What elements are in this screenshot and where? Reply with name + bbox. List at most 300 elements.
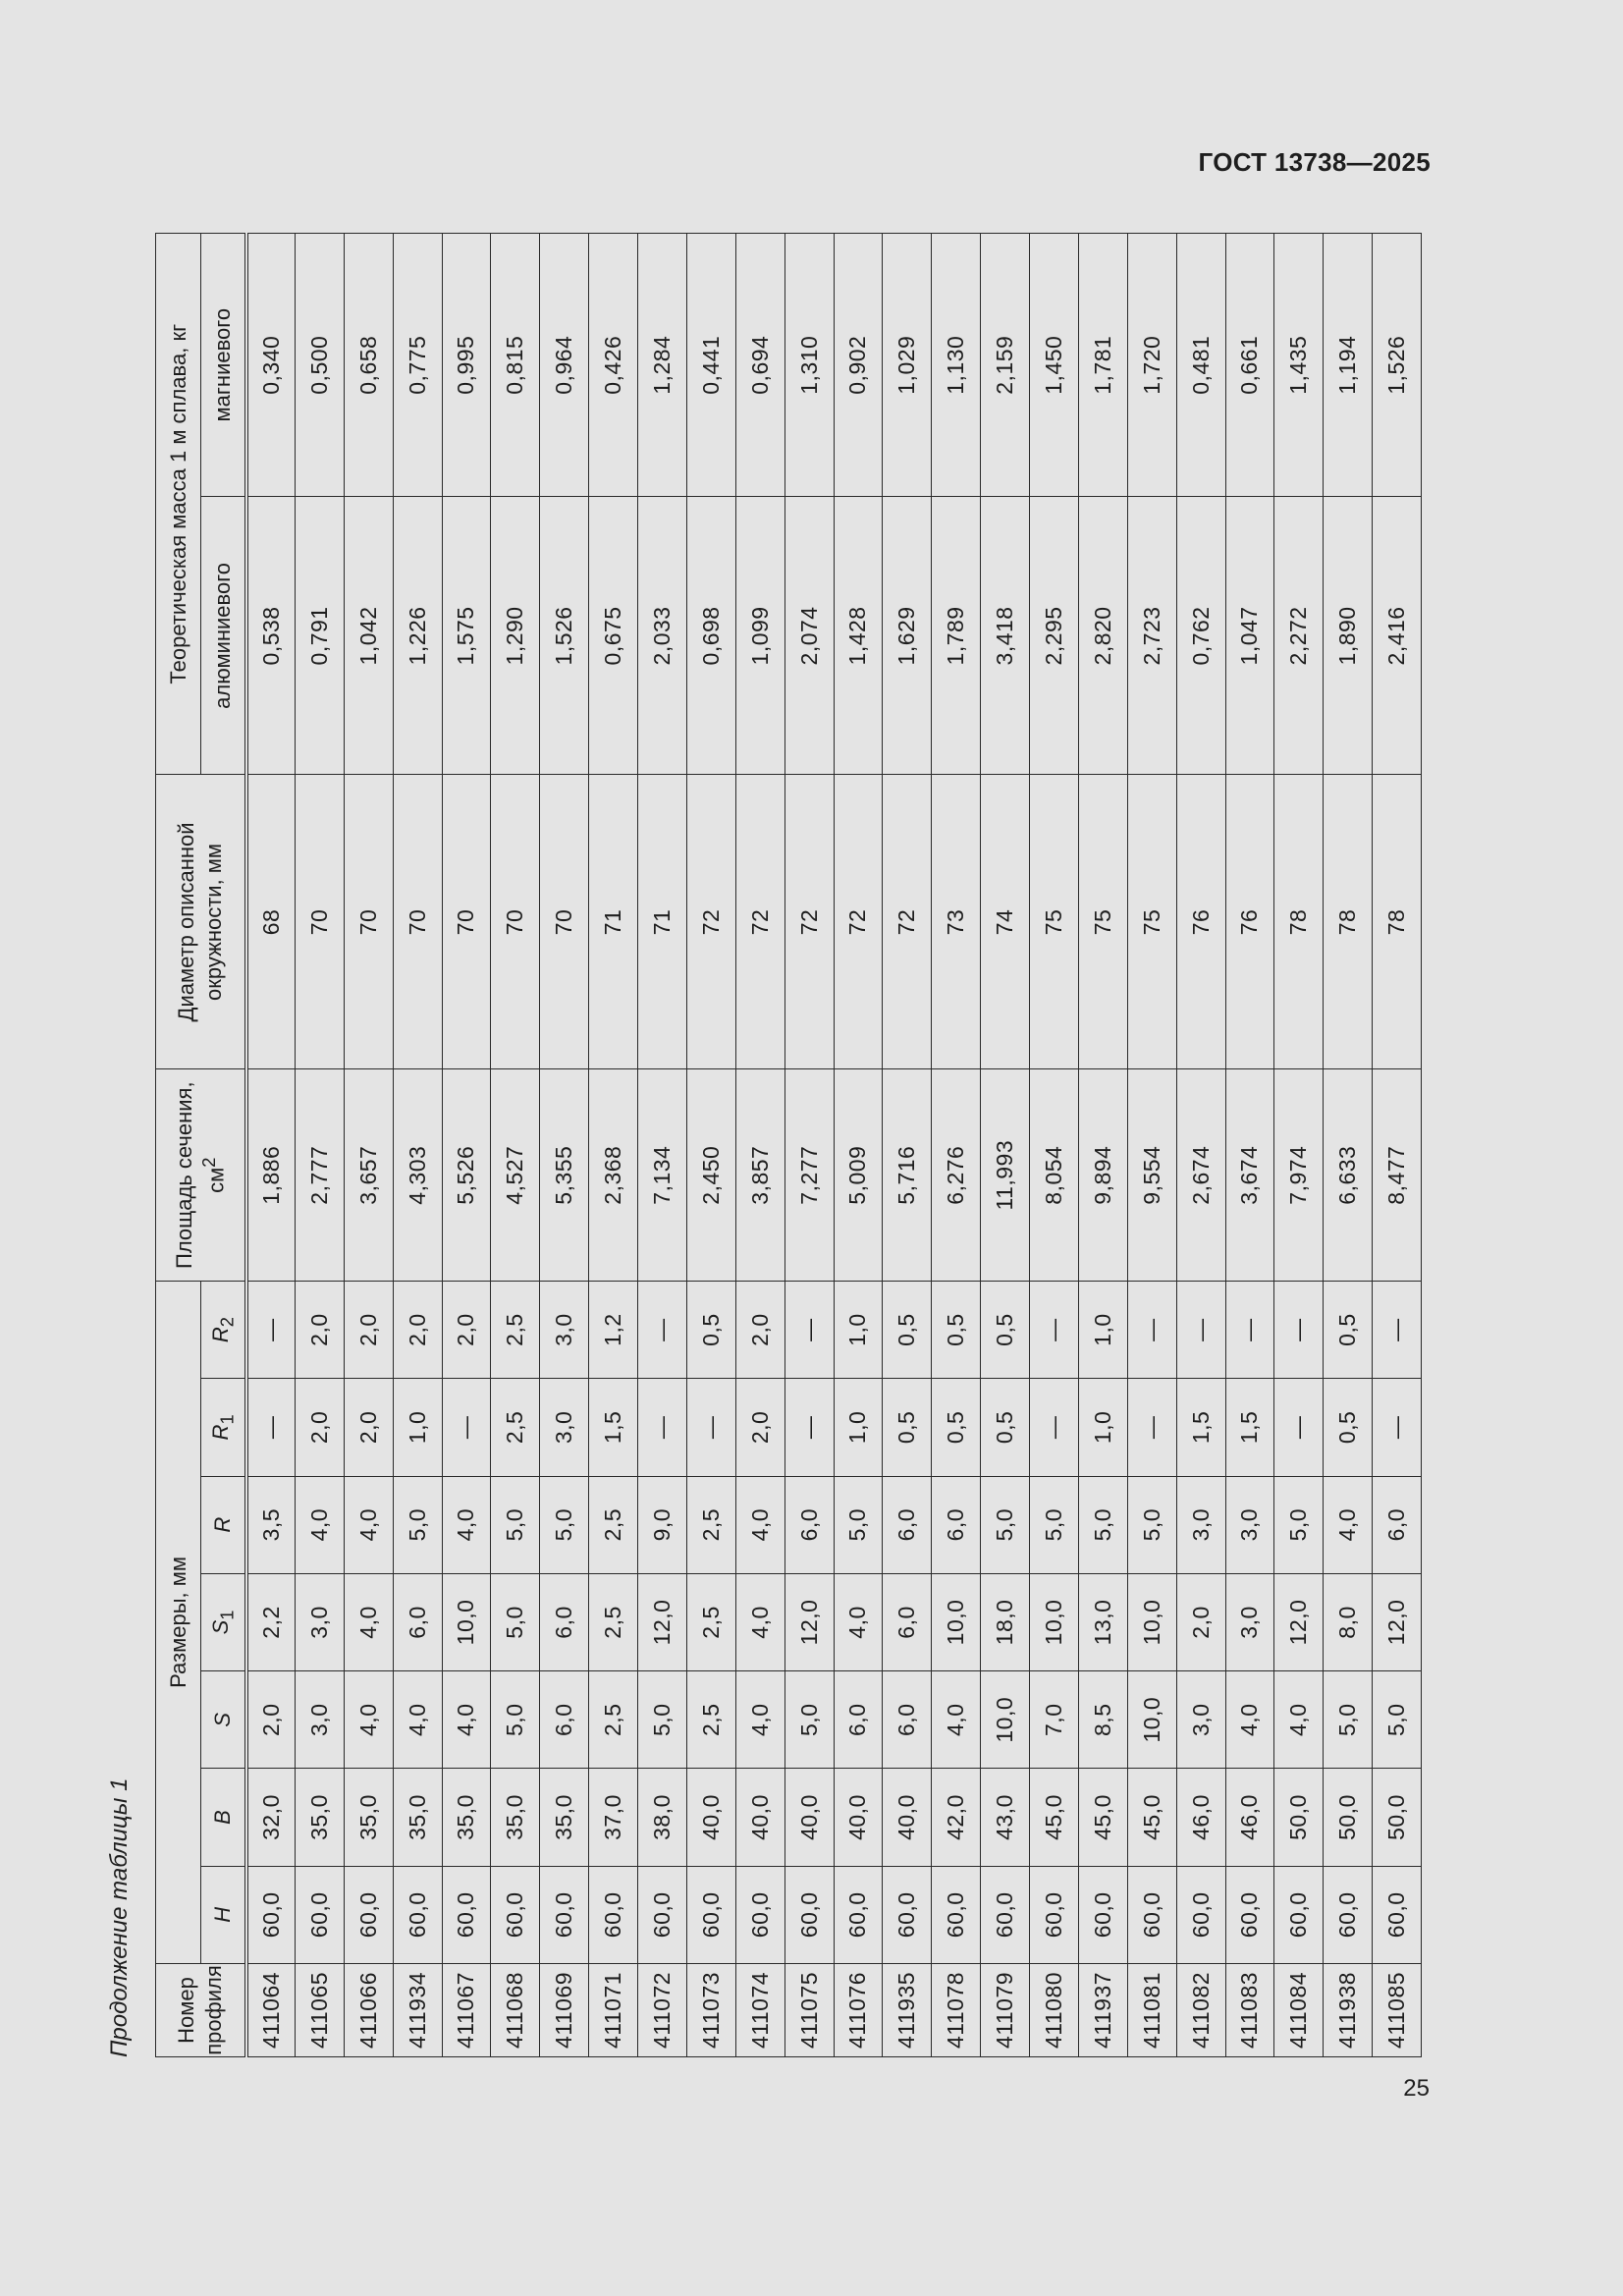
cell-H: 60,0	[1324, 1866, 1373, 1963]
cell-diameter: 72	[784, 775, 834, 1069]
cell-R: 5,0	[1078, 1476, 1127, 1573]
cell-R1: 1,0	[1078, 1379, 1127, 1476]
header-S1-label: S	[207, 1619, 233, 1635]
cell-mass-magnesium: 0,815	[491, 234, 540, 497]
cell-S1: 2,2	[246, 1573, 296, 1670]
cell-area: 9,894	[1078, 1069, 1127, 1281]
cell-profile-number: 411072	[638, 1963, 687, 2056]
cell-R2: 0,5	[686, 1281, 735, 1378]
cell-B: 38,0	[638, 1769, 687, 1866]
header-R1	[201, 1379, 246, 1476]
cell-H: 60,0	[1274, 1866, 1324, 1963]
cell-R: 5,0	[393, 1476, 442, 1573]
table-row	[1274, 234, 1324, 2057]
cell-B: 40,0	[883, 1769, 932, 1866]
cell-R: 5,0	[1030, 1476, 1079, 1573]
cell-B: 40,0	[735, 1769, 784, 1866]
cell-S1: 18,0	[981, 1573, 1030, 1670]
cell-R1: —	[1373, 1379, 1422, 1476]
cell-B: 46,0	[1225, 1769, 1274, 1866]
cell-S1: 12,0	[784, 1573, 834, 1670]
cell-diameter: 70	[393, 775, 442, 1069]
cell-mass-magnesium: 1,029	[883, 234, 932, 497]
cell-profile-number: 411071	[589, 1963, 638, 2056]
cell-area: 8,054	[1030, 1069, 1079, 1281]
table-row	[246, 234, 296, 2057]
cell-mass-aluminium: 2,820	[1078, 497, 1127, 775]
cell-S1: 4,0	[735, 1573, 784, 1670]
cell-R2: 2,5	[491, 1281, 540, 1378]
table-row	[1030, 234, 1079, 2057]
cell-R1: 0,5	[1324, 1379, 1373, 1476]
cell-S1: 6,0	[540, 1573, 589, 1670]
header-S1	[201, 1573, 246, 1670]
cell-R2: 1,0	[1078, 1281, 1127, 1378]
cell-diameter: 78	[1274, 775, 1324, 1069]
cell-diameter: 68	[246, 775, 296, 1069]
cell-profile-number: 411935	[883, 1963, 932, 2056]
cell-S: 2,5	[686, 1671, 735, 1769]
table-row	[981, 234, 1030, 2057]
cell-profile-number: 411083	[1225, 1963, 1274, 2056]
cell-R: 5,0	[540, 1476, 589, 1573]
cell-R2: —	[1030, 1281, 1079, 1378]
cell-mass-magnesium: 0,658	[344, 234, 393, 497]
header-R	[201, 1476, 246, 1573]
cell-B: 42,0	[932, 1769, 981, 1866]
cell-area: 3,674	[1225, 1069, 1274, 1281]
cell-S: 5,0	[1373, 1671, 1422, 1769]
cell-S1: 8,0	[1324, 1573, 1373, 1670]
profile-table	[155, 233, 1422, 2057]
cell-profile-number: 411084	[1274, 1963, 1324, 2056]
cell-B: 35,0	[442, 1769, 491, 1866]
cell-S1: 3,0	[1225, 1573, 1274, 1670]
cell-profile-number: 411066	[344, 1963, 393, 2056]
cell-R1: —	[784, 1379, 834, 1476]
cell-R2: —	[246, 1281, 296, 1378]
cell-B: 40,0	[834, 1769, 883, 1866]
cell-R: 6,0	[1373, 1476, 1422, 1573]
cell-mass-aluminium: 1,575	[442, 497, 491, 775]
cell-diameter: 70	[491, 775, 540, 1069]
cell-R1: —	[1274, 1379, 1324, 1476]
header-R1-sub: 1	[215, 1414, 237, 1425]
cell-mass-magnesium: 1,435	[1274, 234, 1324, 497]
cell-R2: —	[1127, 1281, 1176, 1378]
cell-R1: 3,0	[540, 1379, 589, 1476]
cell-H: 60,0	[735, 1866, 784, 1963]
cell-S1: 12,0	[1274, 1573, 1324, 1670]
header-B-label: B	[210, 1810, 235, 1825]
cell-R: 5,0	[981, 1476, 1030, 1573]
cell-mass-aluminium: 1,428	[834, 497, 883, 775]
cell-mass-magnesium: 1,194	[1324, 234, 1373, 497]
cell-profile-number: 411067	[442, 1963, 491, 2056]
header-R2-label: R	[207, 1327, 233, 1343]
table-row	[589, 234, 638, 2057]
cell-B: 40,0	[784, 1769, 834, 1866]
cell-R1: —	[246, 1379, 296, 1476]
cell-profile-number: 411073	[686, 1963, 735, 2056]
cell-profile-number: 411934	[393, 1963, 442, 2056]
cell-mass-magnesium: 1,284	[638, 234, 687, 497]
cell-R: 2,5	[589, 1476, 638, 1573]
cell-mass-aluminium: 1,526	[540, 497, 589, 775]
cell-H: 60,0	[1127, 1866, 1176, 1963]
cell-R2: —	[1176, 1281, 1225, 1378]
cell-H: 60,0	[295, 1866, 344, 1963]
cell-diameter: 72	[735, 775, 784, 1069]
header-dimensions: Размеры, мм	[156, 1281, 201, 1963]
cell-R2: 0,5	[932, 1281, 981, 1378]
cell-area: 9,554	[1127, 1069, 1176, 1281]
header-mass-magnesium: магниевого	[201, 234, 246, 497]
cell-area: 5,526	[442, 1069, 491, 1281]
table-row	[686, 234, 735, 2057]
header-area-sup: 2	[197, 1157, 219, 1168]
cell-H: 60,0	[883, 1866, 932, 1963]
header-area-text: Площадь сечения, см	[172, 1081, 228, 1269]
table-row	[442, 234, 491, 2057]
table-row	[834, 234, 883, 2057]
cell-H: 60,0	[1030, 1866, 1079, 1963]
cell-B: 50,0	[1373, 1769, 1422, 1866]
cell-R: 6,0	[932, 1476, 981, 1573]
table-row	[295, 234, 344, 2057]
cell-H: 60,0	[442, 1866, 491, 1963]
cell-diameter: 70	[295, 775, 344, 1069]
cell-S: 4,0	[932, 1671, 981, 1769]
cell-S1: 10,0	[442, 1573, 491, 1670]
header-diameter: Диаметр описанной окружности, мм	[156, 775, 246, 1069]
cell-R: 4,0	[344, 1476, 393, 1573]
cell-B: 50,0	[1324, 1769, 1373, 1866]
cell-mass-magnesium: 0,426	[589, 234, 638, 497]
cell-profile-number: 411082	[1176, 1963, 1225, 2056]
cell-R: 3,5	[246, 1476, 296, 1573]
cell-mass-aluminium: 3,418	[981, 497, 1030, 775]
cell-mass-aluminium: 0,675	[589, 497, 638, 775]
cell-S: 3,0	[1176, 1671, 1225, 1769]
cell-area: 7,974	[1274, 1069, 1324, 1281]
cell-area: 7,277	[784, 1069, 834, 1281]
cell-R2: 2,0	[735, 1281, 784, 1378]
cell-R: 4,0	[735, 1476, 784, 1573]
cell-mass-aluminium: 2,033	[638, 497, 687, 775]
cell-mass-magnesium: 0,661	[1225, 234, 1274, 497]
cell-S: 4,0	[735, 1671, 784, 1769]
cell-mass-magnesium: 0,902	[834, 234, 883, 497]
table-row	[784, 234, 834, 2057]
cell-diameter: 70	[540, 775, 589, 1069]
cell-R: 5,0	[1127, 1476, 1176, 1573]
cell-R: 6,0	[784, 1476, 834, 1573]
cell-R: 5,0	[1274, 1476, 1324, 1573]
cell-S: 4,0	[344, 1671, 393, 1769]
cell-diameter: 75	[1127, 775, 1176, 1069]
table-row	[1078, 234, 1127, 2057]
cell-S1: 12,0	[638, 1573, 687, 1670]
cell-B: 45,0	[1078, 1769, 1127, 1866]
cell-diameter: 72	[883, 775, 932, 1069]
cell-R2: 2,0	[393, 1281, 442, 1378]
cell-diameter: 74	[981, 775, 1030, 1069]
cell-area: 6,633	[1324, 1069, 1373, 1281]
cell-mass-aluminium: 0,791	[295, 497, 344, 775]
cell-profile-number: 411074	[735, 1963, 784, 2056]
cell-area: 6,276	[932, 1069, 981, 1281]
cell-H: 60,0	[1176, 1866, 1225, 1963]
cell-H: 60,0	[834, 1866, 883, 1963]
cell-mass-aluminium: 2,074	[784, 497, 834, 775]
cell-R: 4,0	[1324, 1476, 1373, 1573]
cell-mass-aluminium: 2,272	[1274, 497, 1324, 775]
cell-B: 35,0	[393, 1769, 442, 1866]
cell-area: 4,303	[393, 1069, 442, 1281]
cell-mass-magnesium: 1,526	[1373, 234, 1422, 497]
cell-S1: 6,0	[883, 1573, 932, 1670]
cell-S1: 10,0	[1127, 1573, 1176, 1670]
cell-S1: 2,0	[1176, 1573, 1225, 1670]
table-row	[1324, 234, 1373, 2057]
cell-mass-magnesium: 0,481	[1176, 234, 1225, 497]
cell-diameter: 73	[932, 775, 981, 1069]
cell-R2: 1,2	[589, 1281, 638, 1378]
cell-area: 11,993	[981, 1069, 1030, 1281]
cell-area: 8,477	[1373, 1069, 1422, 1281]
header-R2	[201, 1281, 246, 1378]
cell-R: 5,0	[491, 1476, 540, 1573]
cell-mass-aluminium: 1,629	[883, 497, 932, 775]
cell-area: 2,777	[295, 1069, 344, 1281]
table-row	[1225, 234, 1274, 2057]
cell-B: 45,0	[1127, 1769, 1176, 1866]
cell-R1: 0,5	[883, 1379, 932, 1476]
cell-R1: 0,5	[981, 1379, 1030, 1476]
cell-diameter: 71	[638, 775, 687, 1069]
cell-mass-aluminium: 1,890	[1324, 497, 1373, 775]
cell-R2: —	[1274, 1281, 1324, 1378]
cell-B: 35,0	[295, 1769, 344, 1866]
cell-profile-number: 411075	[784, 1963, 834, 2056]
cell-S: 5,0	[491, 1671, 540, 1769]
cell-B: 50,0	[1274, 1769, 1324, 1866]
table-row	[540, 234, 589, 2057]
cell-H: 60,0	[1373, 1866, 1422, 1963]
cell-R1: 1,0	[393, 1379, 442, 1476]
cell-H: 60,0	[932, 1866, 981, 1963]
cell-profile-number: 411080	[1030, 1963, 1079, 2056]
cell-R1: 1,5	[589, 1379, 638, 1476]
cell-S1: 3,0	[295, 1573, 344, 1670]
cell-R: 6,0	[883, 1476, 932, 1573]
table-row	[344, 234, 393, 2057]
cell-R1: 0,5	[932, 1379, 981, 1476]
table-row	[393, 234, 442, 2057]
cell-R: 2,5	[686, 1476, 735, 1573]
cell-diameter: 70	[442, 775, 491, 1069]
cell-S1: 6,0	[393, 1573, 442, 1670]
cell-S: 2,5	[589, 1671, 638, 1769]
cell-mass-aluminium: 1,226	[393, 497, 442, 775]
cell-H: 60,0	[491, 1866, 540, 1963]
cell-area: 1,886	[246, 1069, 296, 1281]
header-H	[201, 1866, 246, 1963]
table-row	[932, 234, 981, 2057]
cell-profile-number: 411938	[1324, 1963, 1373, 2056]
cell-H: 60,0	[686, 1866, 735, 1963]
cell-diameter: 71	[589, 775, 638, 1069]
table-row	[735, 234, 784, 2057]
cell-R2: —	[1373, 1281, 1422, 1378]
cell-diameter: 75	[1030, 775, 1079, 1069]
cell-area: 5,009	[834, 1069, 883, 1281]
page-number: 25	[1403, 2075, 1430, 2102]
cell-R2: 2,0	[442, 1281, 491, 1378]
cell-profile-number: 411078	[932, 1963, 981, 2056]
table-row	[883, 234, 932, 2057]
table-row	[1127, 234, 1176, 2057]
cell-S: 10,0	[981, 1671, 1030, 1769]
table-row	[1373, 234, 1422, 2057]
cell-R2: 2,0	[295, 1281, 344, 1378]
cell-S: 6,0	[834, 1671, 883, 1769]
cell-mass-aluminium: 1,789	[932, 497, 981, 775]
cell-mass-aluminium: 1,290	[491, 497, 540, 775]
cell-S: 10,0	[1127, 1671, 1176, 1769]
header-R-label: R	[210, 1516, 235, 1533]
cell-mass-magnesium: 2,159	[981, 234, 1030, 497]
cell-B: 35,0	[344, 1769, 393, 1866]
cell-profile-number: 411065	[295, 1963, 344, 2056]
header-mass-aluminium: алюминиевого	[201, 497, 246, 775]
cell-B: 43,0	[981, 1769, 1030, 1866]
cell-H: 60,0	[393, 1866, 442, 1963]
cell-S: 6,0	[883, 1671, 932, 1769]
cell-profile-number: 411076	[834, 1963, 883, 2056]
cell-S: 3,0	[295, 1671, 344, 1769]
cell-S: 2,0	[246, 1671, 296, 1769]
cell-S: 4,0	[393, 1671, 442, 1769]
cell-profile-number: 411068	[491, 1963, 540, 2056]
cell-R1: 2,5	[491, 1379, 540, 1476]
cell-mass-aluminium: 0,538	[246, 497, 296, 775]
header-B	[201, 1769, 246, 1866]
cell-H: 60,0	[589, 1866, 638, 1963]
cell-H: 60,0	[1078, 1866, 1127, 1963]
cell-S: 6,0	[540, 1671, 589, 1769]
cell-mass-magnesium: 0,995	[442, 234, 491, 497]
cell-R2: 1,0	[834, 1281, 883, 1378]
cell-diameter: 72	[686, 775, 735, 1069]
cell-mass-aluminium: 1,047	[1225, 497, 1274, 775]
cell-R1: 2,0	[295, 1379, 344, 1476]
cell-S1: 13,0	[1078, 1573, 1127, 1670]
cell-mass-aluminium: 1,042	[344, 497, 393, 775]
cell-R1: 1,5	[1225, 1379, 1274, 1476]
cell-R1: —	[1030, 1379, 1079, 1476]
cell-diameter: 76	[1176, 775, 1225, 1069]
cell-R: 3,0	[1225, 1476, 1274, 1573]
cell-S1: 10,0	[1030, 1573, 1079, 1670]
cell-area: 5,355	[540, 1069, 589, 1281]
header-R1-label: R	[207, 1424, 233, 1441]
cell-R2: 0,5	[981, 1281, 1030, 1378]
cell-mass-aluminium: 2,295	[1030, 497, 1079, 775]
cell-mass-magnesium: 0,500	[295, 234, 344, 497]
cell-H: 60,0	[540, 1866, 589, 1963]
cell-R2: —	[784, 1281, 834, 1378]
cell-S: 5,0	[638, 1671, 687, 1769]
cell-R1: 1,0	[834, 1379, 883, 1476]
cell-mass-magnesium: 0,775	[393, 234, 442, 497]
cell-area: 7,134	[638, 1069, 687, 1281]
cell-S: 8,5	[1078, 1671, 1127, 1769]
header-S	[201, 1671, 246, 1769]
cell-S: 5,0	[1324, 1671, 1373, 1769]
cell-mass-magnesium: 1,781	[1078, 234, 1127, 497]
cell-mass-magnesium: 1,310	[784, 234, 834, 497]
cell-R1: —	[638, 1379, 687, 1476]
cell-S1: 2,5	[686, 1573, 735, 1670]
cell-profile-number: 411069	[540, 1963, 589, 2056]
cell-R2: 0,5	[883, 1281, 932, 1378]
cell-mass-aluminium: 0,698	[686, 497, 735, 775]
cell-H: 60,0	[784, 1866, 834, 1963]
cell-R2: 0,5	[1324, 1281, 1373, 1378]
cell-diameter: 72	[834, 775, 883, 1069]
cell-R: 3,0	[1176, 1476, 1225, 1573]
cell-R2: 2,0	[344, 1281, 393, 1378]
cell-area: 3,857	[735, 1069, 784, 1281]
cell-R1: 1,5	[1176, 1379, 1225, 1476]
cell-S: 4,0	[442, 1671, 491, 1769]
cell-mass-aluminium: 1,099	[735, 497, 784, 775]
cell-B: 35,0	[540, 1769, 589, 1866]
cell-R1: —	[442, 1379, 491, 1476]
cell-B: 46,0	[1176, 1769, 1225, 1866]
cell-S1: 4,0	[344, 1573, 393, 1670]
cell-S: 7,0	[1030, 1671, 1079, 1769]
cell-R1: 2,0	[735, 1379, 784, 1476]
table-row	[1176, 234, 1225, 2057]
cell-S1: 5,0	[491, 1573, 540, 1670]
cell-B: 32,0	[246, 1769, 296, 1866]
cell-R1: —	[686, 1379, 735, 1476]
table-row	[491, 234, 540, 2057]
header-mass: Теоретическая масса 1 м сплава, кг	[156, 234, 201, 775]
cell-B: 35,0	[491, 1769, 540, 1866]
cell-mass-magnesium: 1,130	[932, 234, 981, 497]
cell-R: 9,0	[638, 1476, 687, 1573]
cell-profile-number: 411081	[1127, 1963, 1176, 2056]
cell-S1: 4,0	[834, 1573, 883, 1670]
header-R2-sub: 2	[215, 1317, 237, 1328]
cell-area: 4,527	[491, 1069, 540, 1281]
cell-profile-number: 411079	[981, 1963, 1030, 2056]
cell-B: 37,0	[589, 1769, 638, 1866]
cell-S1: 12,0	[1373, 1573, 1422, 1670]
cell-diameter: 78	[1373, 775, 1422, 1069]
cell-R2: —	[638, 1281, 687, 1378]
cell-B: 40,0	[686, 1769, 735, 1866]
cell-S: 5,0	[784, 1671, 834, 1769]
cell-area: 2,450	[686, 1069, 735, 1281]
cell-H: 60,0	[246, 1866, 296, 1963]
cell-R1: —	[1127, 1379, 1176, 1476]
cell-H: 60,0	[344, 1866, 393, 1963]
